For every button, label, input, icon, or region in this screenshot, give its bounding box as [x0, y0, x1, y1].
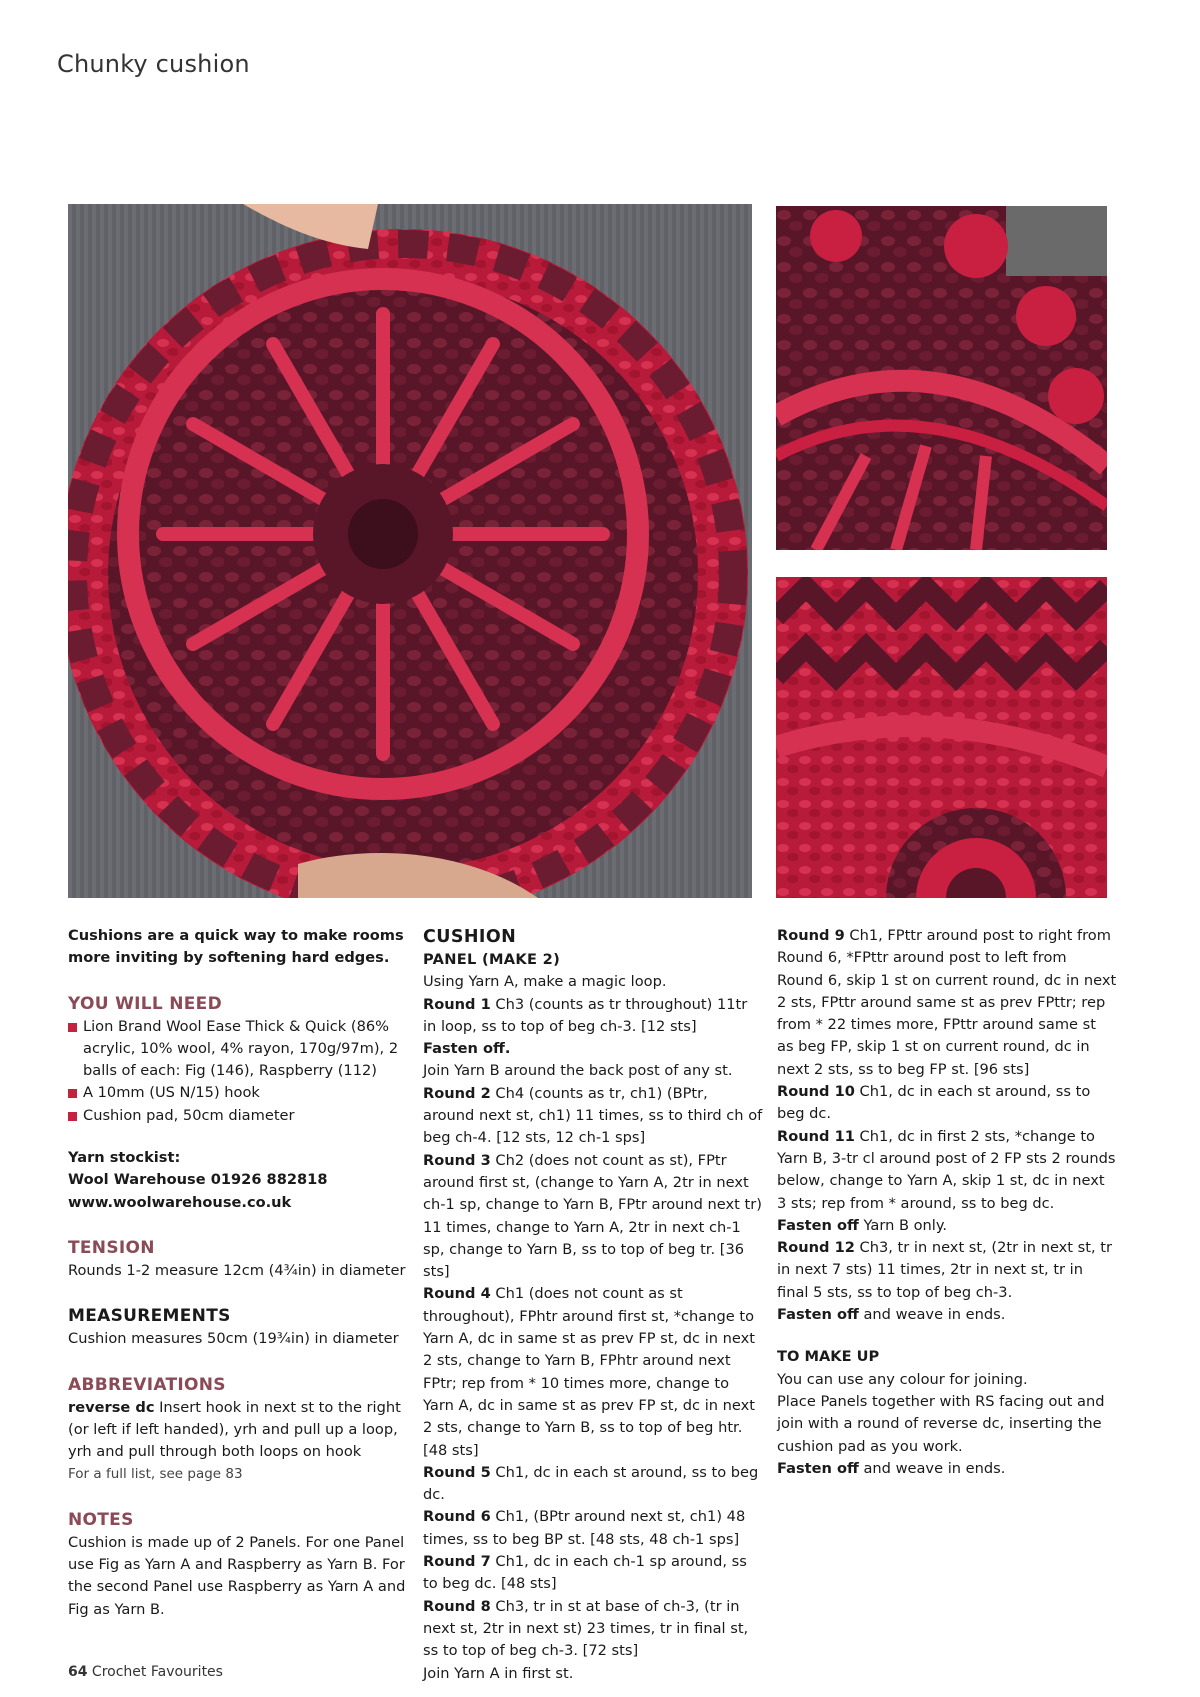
join-yarn-b: Join Yarn B around the back post of any st.	[423, 1062, 733, 1080]
panel-subheading: PANEL (MAKE 2)	[423, 951, 561, 968]
detail-photo-bottom	[776, 577, 1107, 898]
round-text: Ch2 (does not count as st), FPtr around first st, (change to Yarn A, 2tr in next ch-1 sp, change to Yarn B, FPtr around next tr) 11 times, change to Yarn A, 2tr in next ch-1 sp, change to Yarn B, ss to top of beg tr. [36 sts]	[423, 1151, 762, 1281]
fasten-off-1: Fasten off.	[423, 1040, 511, 1058]
fasten-text: and weave in ends.	[858, 1306, 1006, 1324]
round-text: Ch1, dc in each st around, ss to beg dc.	[777, 1083, 1091, 1123]
stockist-url: www.woolwarehouse.co.uk	[68, 1193, 292, 1211]
material-item: Lion Brand Wool Ease Thick & Quick (86% acrylic, 10% wool, 4% rayon, 170g/97m), 2 balls of each: Fig (146), Raspberry (112)	[68, 1016, 408, 1083]
abbreviation-term: reverse dc	[68, 1398, 155, 1416]
round-2	[423, 1083, 763, 1150]
detail-image-bottom	[776, 577, 1107, 898]
yarn-stockist	[68, 1147, 408, 1214]
round-label: Round 5	[423, 1463, 491, 1481]
round-10	[777, 1081, 1117, 1126]
abbreviation-definition: Insert hook in next st to the right (or left if left handed), yrh and pull up a loop, yrh and pull through both loops on hook	[68, 1398, 401, 1461]
fasten-label: Fasten off	[777, 1306, 859, 1324]
round-6	[423, 1506, 763, 1551]
right-column	[777, 925, 1117, 1480]
fasten-text: Yarn B only.	[858, 1216, 948, 1234]
make-up-fasten-off	[777, 1458, 1117, 1480]
intro-text: Cushions are a quick way to make rooms more inviting by softening hard edges.	[68, 927, 404, 967]
page-title: Chunky cushion	[57, 50, 250, 78]
detail-photo-top	[776, 206, 1107, 550]
page-footer	[68, 1664, 223, 1680]
round-label: Round 7	[423, 1553, 491, 1571]
page-number: 64	[68, 1664, 88, 1680]
round-label: Round 10	[777, 1083, 855, 1101]
abbreviations-heading: ABBREVIATIONS	[68, 1374, 226, 1395]
notes-text: Cushion is made up of 2 Panels. For one Panel use Fig as Yarn A and Raspberry as Yarn B. For the second Panel use Raspberry as Yarn A and Fig as Yarn B.	[68, 1533, 406, 1618]
round-label: Round 11	[777, 1127, 855, 1145]
round-label: Round 9	[777, 927, 845, 944]
round-text: Ch1, FPttr around post to right from Round 6, *FPttr around post to left from Round 6, skip 1 st on current round, dc in next 2 sts, FPttr around same st as prev FPttr; rep from * 22 times more, FPttr around same st as beg FP, skip 1 st on current round, dc in next 2 sts, ss to beg FP st. [96 sts]	[777, 927, 1117, 1078]
fasten-off-2	[777, 1304, 1117, 1326]
round-text: Ch3 (counts as tr throughout) 11tr in loop, ss to top of beg ch-3. [12 sts]	[423, 995, 748, 1035]
fasten-text: and weave in ends.	[858, 1459, 1006, 1477]
tension-heading: TENSION	[68, 1237, 155, 1258]
fasten-label: Fasten off	[777, 1459, 859, 1477]
round-text: Ch3, tr in st at base of ch-3, (tr in next st, 2tr in next st) 23 times, tr in final st, ss to top of beg ch-3. [72 sts]	[423, 1597, 749, 1660]
join-yarn-a: Join Yarn A in first st.	[423, 1664, 574, 1682]
you-will-need-heading: YOU WILL NEED	[68, 993, 223, 1014]
round-text: Ch1 (does not count as st throughout), FPhtr around first st, *change to Yarn A, dc in same st as prev FP st, dc in next 2 sts, change to Yarn B, FPhtr around next FPtr; rep from * 10 times more, change to Yarn A, dc in same st as prev FP st, dc in next 2 sts, change to Yarn B, ss to top of beg htr. [48 sts]	[423, 1285, 755, 1459]
round-text: Ch1, dc in first 2 sts, *change to Yarn B, 3-tr cl around post of 2 FP sts 2 rounds below, change to Yarn A, skip 1 st, dc in next 3 sts; rep from * around, ss to beg dc.	[777, 1127, 1116, 1212]
measurements-heading: MEASUREMENTS	[68, 1306, 231, 1327]
round-8	[423, 1596, 763, 1663]
abbreviation-entry	[68, 1397, 408, 1464]
make-up-heading: TO MAKE UP	[777, 1348, 880, 1366]
round-4	[423, 1283, 763, 1461]
measurements-text: Cushion measures 50cm (19¾in) in diameter	[68, 1330, 399, 1348]
round-label: Round 1	[423, 995, 491, 1013]
notes-heading: NOTES	[68, 1509, 134, 1530]
stockist-label: Yarn stockist:	[68, 1149, 181, 1167]
round-label: Round 2	[423, 1084, 491, 1102]
abbreviation-note: For a full list, see page 83	[68, 1466, 243, 1483]
fasten-label: Fasten off	[777, 1216, 859, 1234]
tension-text: Rounds 1-2 measure 12cm (4¾in) in diameter	[68, 1261, 406, 1279]
round-text: Ch1, dc in each st around, ss to beg dc.	[423, 1463, 759, 1504]
round-5	[423, 1462, 763, 1507]
pattern-intro: Using Yarn A, make a magic loop.	[423, 973, 667, 991]
round-11	[777, 1126, 1117, 1215]
round-label: Round 4	[423, 1285, 491, 1303]
round-1	[423, 994, 763, 1039]
left-column	[68, 925, 408, 1621]
round-text: Ch4 (counts as tr, ch1) (BPtr, around next st, ch1) 11 times, ss to third ch of beg ch-4. [12 sts, 12 ch-1 sps]	[423, 1084, 763, 1147]
materials-list	[68, 1016, 408, 1127]
round-text: Ch3, tr in next st, (2tr in next st, tr in next 7 sts) 11 times, 2tr in next st, tr in final 5 sts, ss to top of beg ch-3.	[777, 1239, 1112, 1301]
round-9	[777, 925, 1117, 1081]
main-cushion-image	[68, 204, 752, 898]
make-up-text-1: You can use any colour for joining.	[777, 1370, 1028, 1388]
round-label: Round 3	[423, 1151, 491, 1169]
material-item: Cushion pad, 50cm diameter	[68, 1105, 408, 1127]
make-up-text-2: Place Panels together with RS facing out and join with a round of reverse dc, inserting the cushion pad as you work.	[777, 1392, 1105, 1455]
magazine-name: Crochet Favourites	[87, 1664, 223, 1680]
fasten-off-yarn-b	[777, 1215, 1117, 1237]
round-label: Round 8	[423, 1597, 491, 1615]
middle-column	[423, 925, 763, 1685]
round-7	[423, 1551, 763, 1596]
stockist-name: Wool Warehouse 01926 882818	[68, 1171, 328, 1189]
round-label: Round 6	[423, 1508, 491, 1526]
main-cushion-photo	[68, 204, 752, 898]
cushion-heading: CUSHION	[423, 927, 517, 947]
round-3	[423, 1150, 763, 1284]
round-text: Ch1, (BPtr around next st, ch1) 48 times, ss to beg BP st. [48 sts, 48 ch-1 sps]	[423, 1508, 746, 1548]
round-12	[777, 1237, 1117, 1304]
material-item: A 10mm (US N/15) hook	[68, 1082, 408, 1104]
round-label: Round 12	[777, 1239, 855, 1257]
round-text: Ch1, dc in each ch-1 sp around, ss to beg dc. [48 sts]	[423, 1553, 747, 1593]
detail-image-top	[776, 206, 1107, 550]
